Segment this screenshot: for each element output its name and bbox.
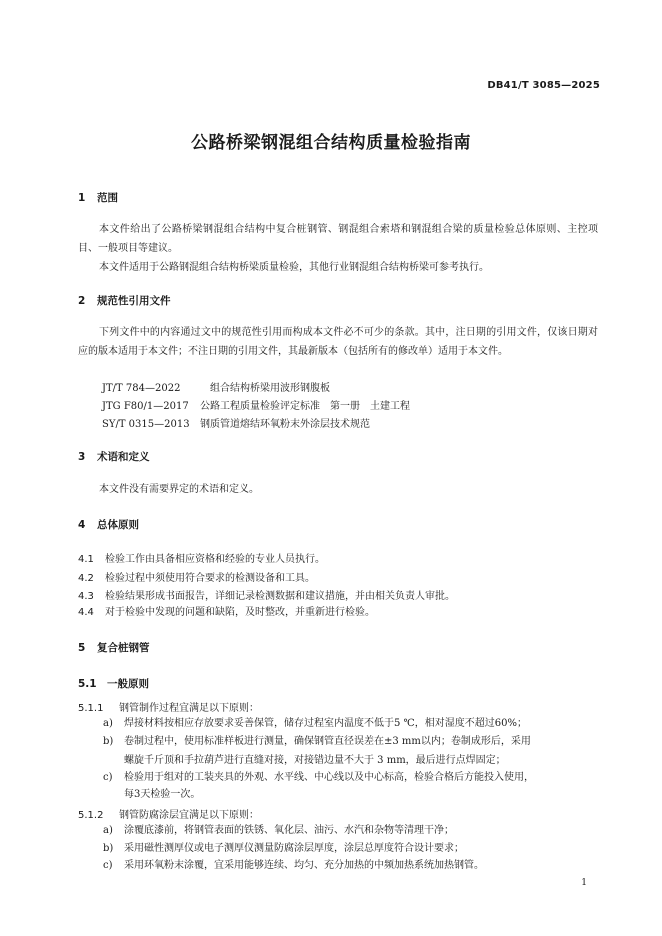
page-number: 1 [581,878,587,888]
list-marker: c) [103,772,113,783]
clause-4-2 [78,569,315,584]
clause-number: 4.1 [78,554,94,565]
list-marker: c) [103,860,113,871]
section-title: 一般原则 [107,678,149,690]
standard-code: DB41/T 3085—2025 [487,80,600,91]
clause-5-1-1 [78,699,259,714]
list-marker: b) [103,843,114,854]
reference-code: JT/T 784—2022 [102,383,181,394]
clause-text: 检验过程中须使用符合要求的检测设备和工具。 [105,573,315,584]
section-number: 5 [78,642,86,654]
section-1-heading [78,190,118,205]
section-title: 复合桩钢管 [97,642,150,654]
reference-title: 组合结构桥梁用波形钢腹板 [210,383,330,394]
clause-number: 5.1.2 [78,810,104,821]
clause-text: 对于检验中发现的问题和缺陷，及时整改，并重新进行检验。 [105,607,375,618]
reference-code: SY/T 0315—2013 [102,419,190,430]
section-3-paragraph-1: 本文件没有需要界定的术语和定义。 [99,484,259,495]
section-1-paragraph-1: 本文件给出了公路桥梁钢混组合结构中复合桩钢管、钢混组合索塔和钢混组合梁的质量检验总体原则、主控项目、一般项目等建议。 [78,224,598,254]
clause-4-4 [78,603,375,618]
section-number: 2 [78,295,86,307]
list-marker: b) [103,736,114,747]
clause-text: 钢管防腐涂层宜满足以下原则： [119,810,259,821]
reference-item [102,379,330,394]
clause-number: 4.3 [78,591,94,602]
section-number: 3 [78,451,86,463]
list-marker: a) [103,825,113,836]
clause-text: 检验工作由具备相应资格和经验的专业人员执行。 [105,554,325,565]
clause-number: 5.1.1 [78,703,104,714]
list-item-a [103,714,600,733]
reference-item [102,397,410,412]
document-title: 公路桥梁钢混组合结构质量检验指南 [191,133,471,153]
list-text-continued: 螺旋千斤顶和手拉葫芦进行直缝对接，对接错边量不大于 3 mm，最后进行点焊固定； [124,755,506,766]
section-5-1-heading [78,676,149,691]
clause-number: 4.2 [78,573,94,584]
section-number: 4 [78,519,86,531]
list-item-b [103,732,600,751]
list-text: 采用环氧粉末涂覆，宜采用能够连续、均匀、充分加热的中频加热系统加热钢管。 [124,860,484,871]
list-text: 检验用于组对的工装夹具的外观、水平线、中心线以及中心标高，检验合格后方能投入使用， [124,772,534,783]
section-5-heading [78,640,150,655]
section-title: 总体原则 [97,519,139,531]
section-number: 1 [78,192,86,204]
section-3-heading [78,449,150,464]
list-text: 涂覆底漆前，将钢管表面的铁锈、氧化层、油污、水汽和杂物等清理干净； [124,825,454,836]
reference-code: JTG F80/1—2017 [102,401,189,412]
section-title: 术语和定义 [97,451,150,463]
reference-item [102,415,370,430]
section-title: 范围 [97,192,118,204]
clause-number: 4.4 [78,607,94,618]
list-item-c [103,856,600,875]
section-2-heading [78,293,171,308]
clause-4-3 [78,587,455,602]
list-text: 卷制过程中，使用标准样板进行测量，确保钢管直径误差在±3 mm以内；卷制成形后，采用 [124,736,531,747]
list-text-continued: 每3天检验一次。 [124,789,201,800]
clause-5-1-2 [78,806,259,821]
reference-title: 钢质管道熔结环氧粉末外涂层技术规范 [200,419,370,430]
list-marker: a) [103,718,113,729]
reference-title: 公路工程质量检验评定标准 第一册 土建工程 [200,401,410,412]
list-text: 采用磁性测厚仪或电子测厚仪测量防腐涂层厚度，涂层总厚度符合设计要求； [124,843,464,854]
section-number: 5.1 [78,678,97,690]
list-item-a [103,821,600,840]
section-title: 规范性引用文件 [97,295,171,307]
section-1-paragraph-2: 本文件适用于公路钢混组合结构桥梁质量检验，其他行业钢混组合结构桥梁可参考执行。 [99,262,489,273]
clause-4-1 [78,550,325,565]
section-2-paragraph-1: 下列文件中的内容通过文中的规范性引用而构成本文件必不可少的条款。其中，注日期的引用文件，仅该日期对应的版本适用于本文件；不注日期的引用文件，其最新版本（包括所有的修改单）适用于本文件。 [78,327,598,357]
clause-text: 钢管制作过程宜满足以下原则： [119,703,259,714]
list-text: 焊接材料按相应存放要求妥善保管，储存过程室内温度不低于5 ℃，相对湿度不超过60%； [124,718,527,729]
clause-text: 检验结果形成书面报告，详细记录检测数据和建议措施，并由相关负责人审批。 [105,591,455,602]
section-4-heading [78,517,139,532]
list-item-c-continued [103,785,600,804]
